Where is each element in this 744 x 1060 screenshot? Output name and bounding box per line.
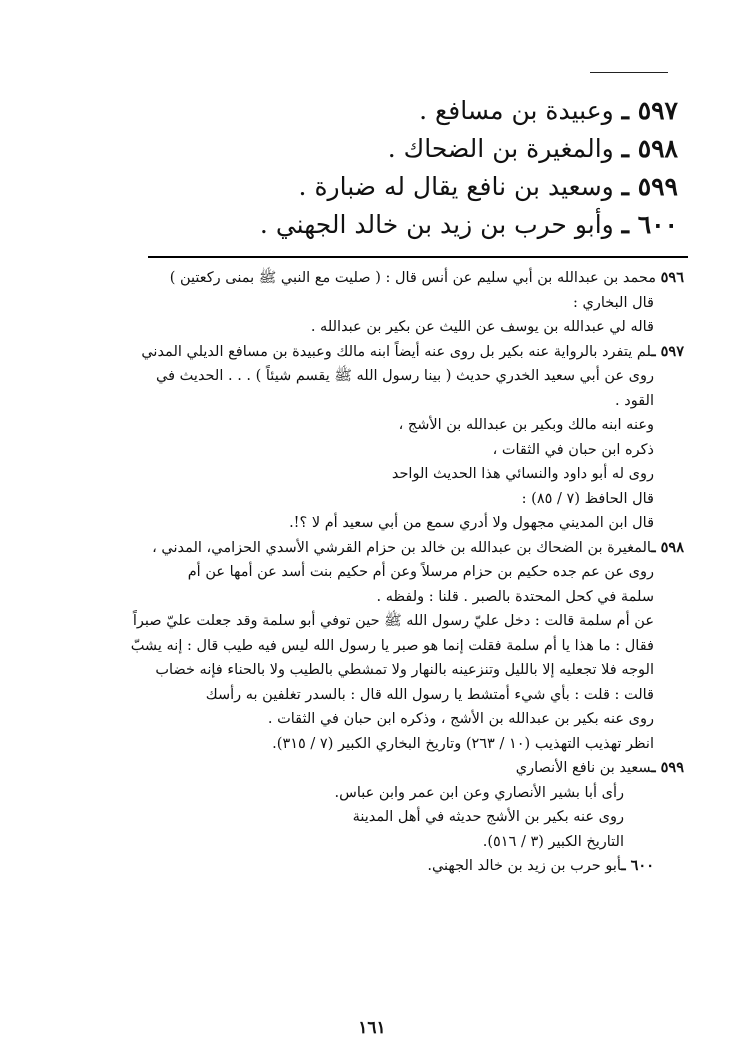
footnote-line (64, 315, 684, 340)
footnote-text: أبو حرب بن زيد بن خالد الجهني. (427, 858, 622, 874)
footnote-text: قال البخاري : (573, 294, 654, 311)
main-entry (118, 206, 678, 244)
footnote-line (64, 781, 684, 806)
footnote-number: ٥٩٩ ـ (651, 759, 684, 776)
footnote-text: قال الحافظ (٧ / ٨٥) : (521, 490, 654, 507)
footnote-text: لم يتفرد بالرواية عنه بكير بل روى عنه أيضاً ابنه مالك وعبيدة بن مسافع الديلي المدني (141, 343, 652, 360)
footnote-text: التاريخ الكبير (٣ / ٥١٦). (482, 833, 624, 850)
footnote-line (64, 683, 684, 708)
footnote-line (64, 585, 684, 610)
footnote-line (64, 266, 684, 291)
footnotes (64, 266, 684, 879)
footnote-line (64, 462, 684, 487)
footnote-line (64, 560, 684, 585)
footnote-line (64, 511, 684, 536)
footnote-text: روى له أبو داود والنسائي هذا الحديث الواحد (391, 466, 654, 482)
main-entry (118, 168, 678, 206)
footnote-text: سلمة في كحل المحتدة بالصبر . قلنا : ولفظه . (376, 588, 654, 605)
top-rule (590, 72, 668, 73)
footnote-number: ٥٩٨ ـ (651, 538, 684, 556)
entry-number: ٥٩٨ ـ (621, 134, 678, 163)
footnote-line (64, 438, 684, 463)
footnote-line (64, 609, 684, 634)
entry-number: ٦٠٠ ـ (621, 210, 678, 239)
footnote-text: رأى أبا بشير الأنصاري وعن ابن عمر وابن عباس. (334, 784, 624, 801)
main-entries-list (118, 92, 678, 244)
footnote-text: ذكره ابن حبان في الثقات ، (492, 441, 654, 458)
entry-number: ٥٩٩ ـ (621, 172, 678, 201)
footnote-line (64, 413, 684, 438)
main-entry (118, 92, 678, 130)
main-entry (118, 130, 678, 168)
footnote-line (64, 756, 684, 781)
footnote-line (64, 487, 684, 512)
footnote-line (64, 536, 684, 561)
entry-text: وعبيدة بن مسافع . (419, 96, 614, 125)
footnote-text: قالت : قلت : بأي شيء أمتشط يا رسول الله قال : بالسدر تغلفين به رأسك (205, 686, 654, 703)
footnote-text: قال ابن المديني مجهول ولا أدري سمع من أبي سعيد أم لا ؟!. (289, 515, 654, 531)
footnote-text: وعنه ابنه مالك وبكير بن عبدالله بن الأشج ، (398, 417, 654, 433)
footnote-text: سعيد بن نافع الأنصاري (515, 760, 652, 776)
footnote-line (64, 658, 684, 683)
footnote-text: الوجه فلا تجعليه إلا بالليل وتنزعينه بالنهار ولا تمشطي بالطيب ولا بالحناء فإنه خضاب (155, 662, 654, 678)
footnote-text: روى عنه بكير بن الأشج حديثه في أهل المدينة (352, 809, 624, 825)
footnote-text: روى عن أبي سعيد الخدري حديث ( بينا رسول الله ﷺ يقسم شيئاً ) . . . الحديث في (156, 368, 654, 384)
footnote-number: ٥٩٦ (660, 269, 684, 286)
footnote-text: قاله لي عبدالله بن يوسف عن الليث عن بكير بن عبدالله . (310, 319, 654, 335)
footnote-text: القود . (615, 392, 654, 409)
footnote-line (64, 732, 684, 757)
entry-text: وأبو حرب بن زيد بن خالد الجهني . (259, 210, 614, 239)
entry-text: وسعيد بن نافع يقال له ضبارة . (298, 172, 614, 201)
footnote-text: محمد بن عبدالله بن أبي سليم عن أنس قال : ( صليت مع النبي ﷺ بمنى ركعتين ) (169, 270, 657, 286)
footnote-number: ٦٠٠ ـ (621, 857, 654, 874)
footnote-line (64, 830, 684, 855)
footnote-text: المغيرة بن الضحاك بن عبدالله بن خالد بن حزام القرشي الأسدي الحزامي، المدني ، (152, 539, 652, 556)
footnote-line (64, 805, 684, 830)
footnote-line (64, 707, 684, 732)
footnote-line (64, 364, 684, 389)
footnote-text: انظر تهذيب التهذيب (١٠ / ٢٦٣) وتاريخ البخاري الكبير (٧ / ٣١٥). (272, 735, 654, 752)
footnote-text: عن أم سلمة قالت : دخل عليّ رسول الله ﷺ حين توفي أبو سلمة وقد جعلت عليّ صبراً (132, 613, 654, 629)
footnote-text: روى عن عم جده حكيم بن حزام مرسلاً وعن أم حكيم بنت أسد عن أمها عن أم (187, 564, 654, 580)
footnote-line (64, 291, 684, 316)
footnote-line (64, 854, 684, 879)
entry-text: والمغيرة بن الضحاك . (387, 134, 614, 163)
footnote-number: ٥٩٧ ـ (651, 342, 684, 360)
page-number: ١٦١ (358, 1018, 386, 1038)
footnote-text: روى عنه بكير بن عبدالله بن الأشج ، وذكره ابن حبان في الثقات . (267, 711, 654, 727)
footnote-line (64, 340, 684, 365)
footnote-divider (148, 256, 688, 258)
footnote-line (64, 634, 684, 659)
footnote-text: فقال : ما هذا يا أم سلمة فقلت إنما هو صبر يا رسول الله ليس فيه طيب قال : إنه يشبّ (130, 637, 654, 654)
entry-number: ٥٩٧ ـ (621, 96, 678, 125)
footnote-line (64, 389, 684, 414)
